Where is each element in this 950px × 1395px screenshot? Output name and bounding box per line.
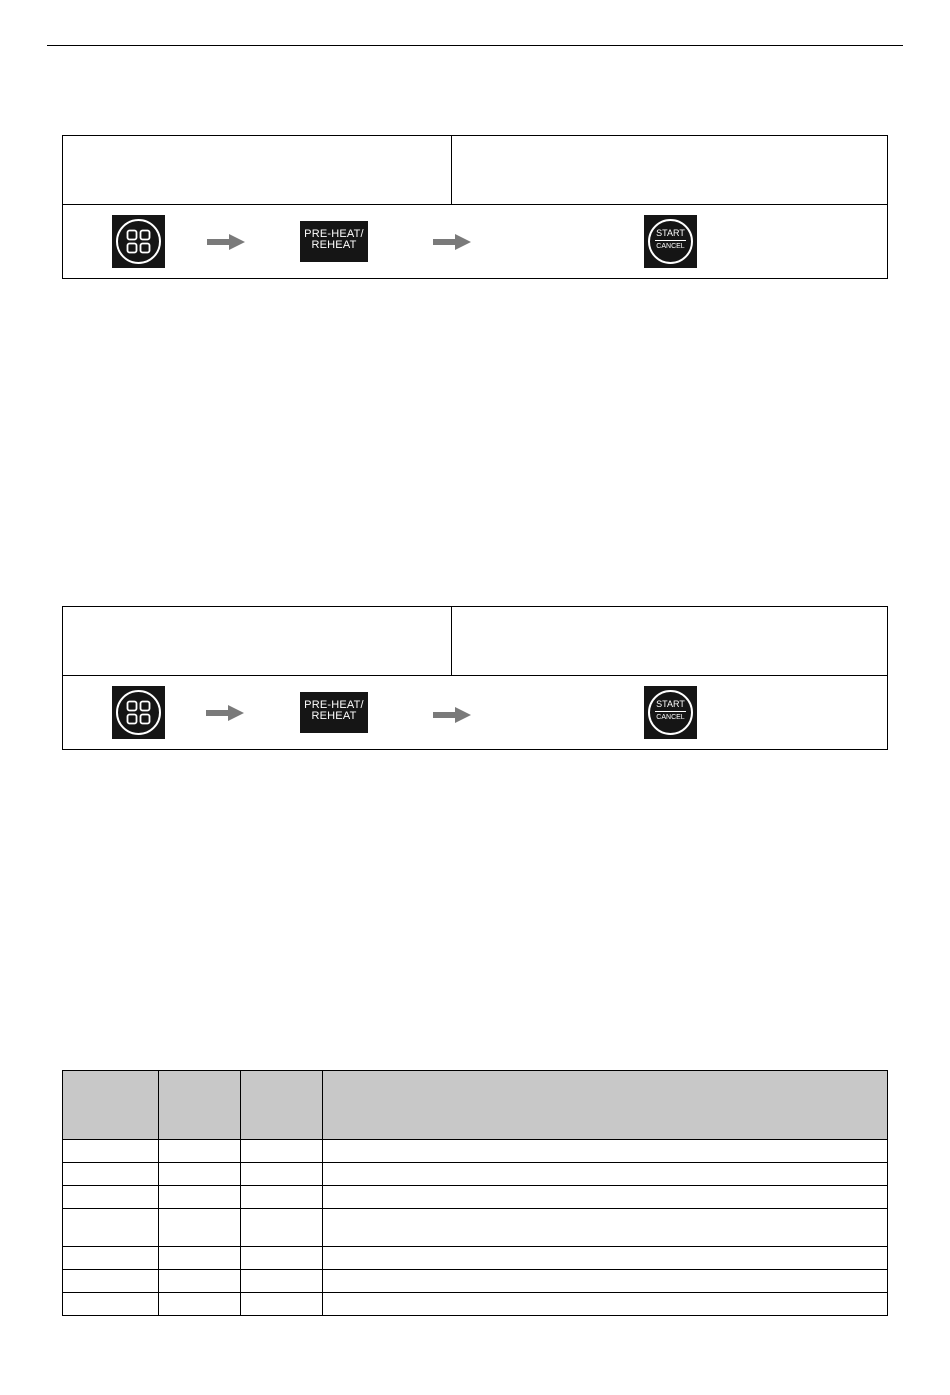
start-cancel-divider [655, 240, 686, 241]
spec-table-header-row [63, 1071, 888, 1140]
step-table-2 [62, 606, 888, 750]
step-table-cell-right [452, 607, 887, 675]
menu-grid-icon [126, 700, 151, 725]
step-table-cell-left [63, 607, 452, 675]
start-cancel-button[interactable] [644, 686, 697, 739]
start-label: START [656, 228, 685, 238]
button-ring [648, 219, 693, 264]
step-table-header-row [63, 136, 887, 205]
preheat-label-line1: PRE-HEAT/ [304, 228, 364, 240]
header-rule [47, 45, 903, 46]
button-ring [648, 690, 693, 735]
step-table-cell-right [452, 136, 887, 204]
step-table-cell-left [63, 136, 452, 204]
menu-grid-icon [126, 229, 151, 254]
table-row [63, 1293, 888, 1316]
preheat-label-line1: PRE-HEAT/ [304, 699, 364, 711]
spec-table [62, 1070, 888, 1316]
spec-header-cell [159, 1071, 241, 1140]
step-table-icon-row [63, 676, 887, 749]
arrow-right-icon [433, 707, 471, 723]
menu-button[interactable] [112, 686, 165, 739]
arrow-right-icon [433, 234, 471, 250]
start-cancel-button[interactable] [644, 215, 697, 268]
cancel-label: CANCEL [656, 714, 685, 721]
table-row [63, 1186, 888, 1209]
step-table-icon-row [63, 205, 887, 278]
step-table-1 [62, 135, 888, 279]
arrow-right-icon [206, 705, 244, 721]
start-label: START [656, 699, 685, 709]
preheat-label-line2: REHEAT [311, 239, 357, 251]
table-row [63, 1247, 888, 1270]
cancel-label: CANCEL [656, 243, 685, 250]
table-row [63, 1209, 888, 1247]
spec-header-cell [323, 1071, 888, 1140]
table-row [63, 1140, 888, 1163]
arrow-right-icon [207, 234, 245, 250]
preheat-reheat-button[interactable] [300, 221, 368, 262]
spec-header-cell [63, 1071, 159, 1140]
table-row [63, 1270, 888, 1293]
step-table-header-row [63, 607, 887, 676]
menu-button[interactable] [112, 215, 165, 268]
preheat-label-line2: REHEAT [311, 710, 357, 722]
start-cancel-divider [655, 711, 686, 712]
spec-header-cell [241, 1071, 323, 1140]
table-row [63, 1163, 888, 1186]
preheat-reheat-button[interactable] [300, 692, 368, 733]
